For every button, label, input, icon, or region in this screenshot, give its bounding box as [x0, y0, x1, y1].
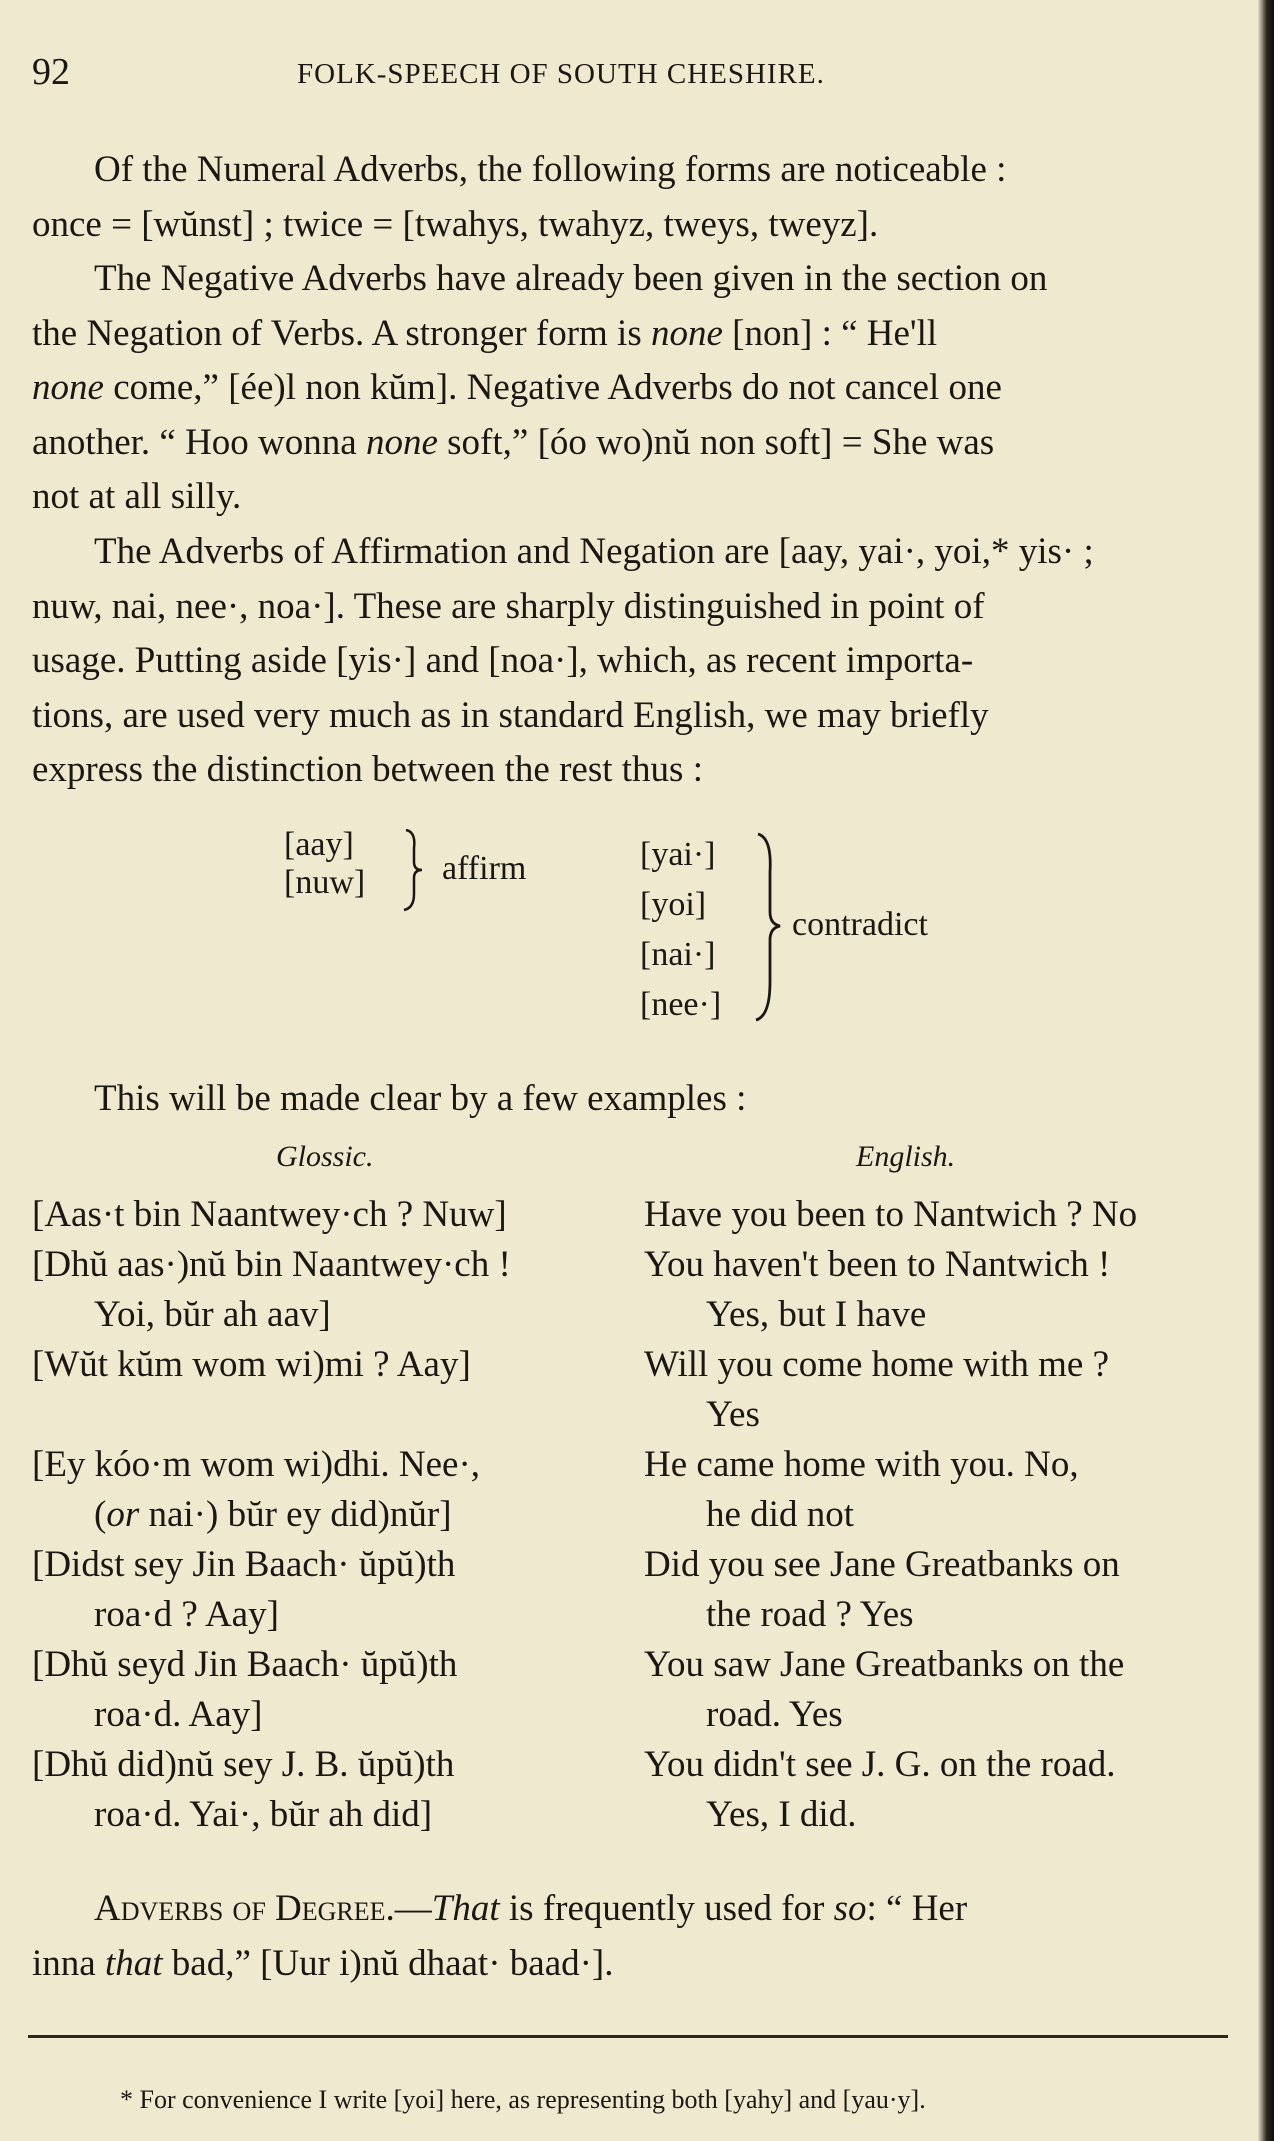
section-heading: Adverbs of Degree. — [94, 1888, 395, 1929]
footnote: * For convenience I write [yoi] here, as representing both [yahy] and [yau·y]. — [120, 2085, 926, 2114]
text-span: inna — [32, 1942, 105, 1984]
affirm-form: [nuw] — [284, 864, 366, 901]
text-line — [32, 307, 1230, 362]
contradict-form: [nee·] — [640, 986, 722, 1023]
glossic-column — [32, 1190, 612, 1840]
text-line: Of the Numeral Adverbs, the following forms are noticeable : — [94, 149, 1007, 190]
italic-word: none — [32, 367, 104, 408]
contradict-label: contradict — [792, 906, 928, 943]
italic-word: That — [431, 1888, 500, 1929]
contradict-form: [yoi] — [640, 886, 707, 923]
glossic-spacer — [32, 1390, 612, 1440]
glossic-row: roa·d. Yai·, bŭr ah did] — [94, 1794, 433, 1835]
text-line: express the distinction between the rest thus : — [32, 749, 703, 790]
english-heading: English. — [856, 1140, 956, 1173]
affirm-forms — [284, 826, 365, 902]
text-line: nuw, nai, nee·, noa·]. These are sharply distinguished in point of — [32, 585, 985, 627]
text-span: come,” [ée)l non kŭm]. Negative Adverbs do not cancel one — [103, 367, 1002, 408]
affirmation-paragraph — [32, 525, 1230, 798]
text-span: soft,” [óo wo)nŭ non soft] = She was — [437, 421, 995, 463]
italic-word: that — [104, 1942, 163, 1984]
text-line: once = [wŭnst] ; twice = [twahys, twahyz, tweys, tweyz]. — [32, 203, 879, 245]
glossic-row: roa·d. Aay] — [94, 1694, 263, 1735]
text-span: — — [394, 1888, 432, 1929]
english-row: You didn't see J. G. on the road. — [644, 1744, 1116, 1785]
text-span: is frequently used for — [499, 1888, 834, 1929]
contradict-brace — [752, 832, 788, 1022]
text-line: The Negative Adverbs have already been given in the section on — [94, 258, 1048, 299]
text-span: the Negation of Verbs. A stronger form is — [32, 312, 651, 354]
text-line — [32, 416, 1230, 471]
page-edge — [1258, 0, 1274, 2141]
contradict-form: [nai·] — [640, 936, 716, 973]
english-row: Yes, I did. — [706, 1794, 857, 1835]
glossic-heading: Glossic. — [276, 1140, 374, 1173]
text-line — [32, 1937, 1230, 1992]
italic-word: or — [106, 1494, 140, 1535]
contradict-form: [yai·] — [640, 836, 716, 873]
english-row: Yes — [706, 1394, 760, 1435]
english-row: the road ? Yes — [706, 1594, 914, 1635]
text-line — [32, 1882, 1230, 1937]
text-span: another. “ Hoo wonna — [32, 421, 366, 463]
examples-intro — [32, 1072, 1230, 1127]
italic-word: none — [365, 421, 438, 463]
english-row: Have you been to Nantwich ? No — [644, 1194, 1138, 1235]
italic-word: so — [833, 1888, 867, 1929]
english-row: road. Yes — [706, 1694, 843, 1735]
glossic-row: [Dhŭ aas·)nŭ bin Naantwey·ch ! — [32, 1244, 511, 1285]
glossic-row: [Wŭt kŭm wom wi)mi ? Aay] — [32, 1344, 471, 1385]
text-span: ( — [94, 1494, 107, 1535]
english-row: You haven't been to Nantwich ! — [644, 1244, 1111, 1285]
italic-word: none — [650, 312, 723, 354]
affirm-form: [aay] — [284, 826, 354, 863]
glossic-row: [Aas·t bin Naantwey·ch ? Nuw] — [32, 1194, 507, 1235]
glossic-row: [Dhŭ did)nŭ sey J. B. ŭpŭ)th — [32, 1744, 455, 1785]
page-header — [32, 50, 1232, 100]
glossic-row — [32, 1490, 612, 1540]
contradict-forms — [640, 830, 721, 1030]
glossic-row: [Didst sey Jin Baach· ŭpŭ)th — [32, 1544, 456, 1585]
english-row: He came home with you. No, — [644, 1444, 1079, 1485]
english-row: he did not — [706, 1494, 854, 1535]
text-span: : “ Her — [866, 1888, 968, 1929]
text-span: bad,” [Uur i)nŭ dhaat· baad·]. — [162, 1942, 614, 1984]
footnote-rule — [28, 2035, 1228, 2038]
negative-adverbs-paragraph — [32, 252, 1230, 525]
text-line — [32, 361, 1230, 416]
text-span: [non] : “ He'll — [722, 312, 938, 354]
english-row: Did you see Jane Greatbanks on — [644, 1544, 1120, 1585]
english-row: Yes, but I have — [706, 1294, 927, 1335]
glossic-row: Yoi, bŭr ah aav] — [94, 1294, 331, 1335]
page-number: 92 — [32, 51, 70, 93]
text-line: tions, are used very much as in standard English, we may briefly — [32, 694, 989, 736]
text-span: nai·) bŭr ey did)nŭr] — [139, 1494, 452, 1535]
english-row: Will you come home with me ? — [644, 1344, 1110, 1385]
degree-paragraph — [32, 1882, 1230, 1991]
running-title: FOLK-SPEECH OF SOUTH CHESHIRE. — [297, 58, 825, 90]
glossic-row: [Dhŭ seyd Jin Baach· ŭpŭ)th — [32, 1644, 458, 1685]
text-line: usage. Putting aside [yis·] and [noa·], which, as recent importa- — [32, 640, 974, 681]
text-line: The Adverbs of Affirmation and Negation are [aay, yai·, yoi,* yis· ; — [94, 531, 1094, 572]
glossic-row: [Ey kóo·m wom wi)dhi. Nee·, — [32, 1444, 481, 1485]
affirm-label: affirm — [442, 850, 527, 887]
text-line: not at all silly. — [32, 476, 242, 517]
affirm-brace — [400, 828, 430, 912]
numeral-adverbs-paragraph — [32, 143, 1230, 252]
text-line: This will be made clear by a few examples : — [94, 1078, 747, 1119]
glossic-row: roa·d ? Aay] — [94, 1594, 279, 1635]
english-row: You saw Jane Greatbanks on the — [644, 1644, 1125, 1685]
english-column — [644, 1190, 1230, 1840]
